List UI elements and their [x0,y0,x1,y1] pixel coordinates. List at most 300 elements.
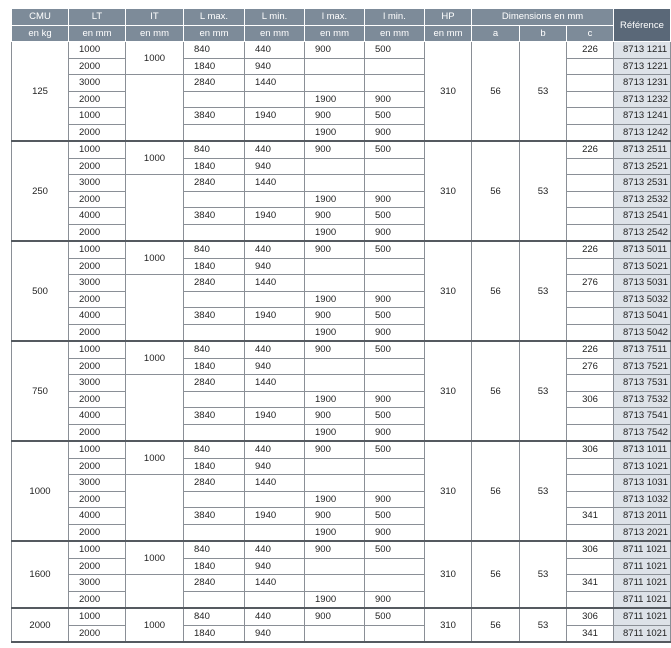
unit-lmin: en mm [245,25,305,42]
cmu-cell: 750 [12,341,69,441]
c-cell: 341 [567,575,614,592]
c-cell [567,591,614,608]
reference-cell: 8713 5021 [614,258,671,275]
it-cell: 1000 [126,608,184,642]
header-lmin: L min. [245,9,305,26]
c-cell [567,475,614,492]
imin-cell [365,625,425,642]
hp-cell: 310 [425,241,472,341]
lt-cell: 3000 [69,175,126,192]
lmax-cell: 1840 [184,358,245,375]
reference-cell: 8713 2541 [614,208,671,225]
c-cell [567,208,614,225]
lmin-cell [245,524,305,541]
reference-cell: 8713 1031 [614,475,671,492]
table-row [12,408,671,425]
imax-cell [305,58,365,75]
imin-cell [365,58,425,75]
lt-cell: 2000 [69,124,126,141]
imax-cell: 1900 [305,191,365,208]
imax-cell [305,258,365,275]
lt-cell: 1000 [69,241,126,258]
imin-cell: 900 [365,224,425,241]
lmax-cell [184,491,245,508]
table-row [12,475,671,492]
reference-cell: 8711 1021 [614,625,671,642]
it-cell: 1000 [126,541,184,575]
imax-cell: 900 [305,508,365,525]
imin-cell: 500 [365,441,425,458]
lt-cell: 4000 [69,208,126,225]
lmax-cell: 2840 [184,75,245,92]
unit-lmax: en mm [184,25,245,42]
reference-cell: 8713 2531 [614,175,671,192]
reference-cell: 8713 5042 [614,324,671,341]
lmin-cell [245,324,305,341]
a-cell: 56 [472,42,520,142]
reference-cell: 8713 7521 [614,358,671,375]
imin-cell: 500 [365,408,425,425]
imin-cell [365,475,425,492]
reference-cell: 8713 5032 [614,291,671,308]
lt-cell: 2000 [69,524,126,541]
b-cell: 53 [520,241,567,341]
table-row [12,541,671,558]
b-cell: 53 [520,541,567,608]
imin-cell [365,358,425,375]
c-cell [567,424,614,441]
c-cell [567,224,614,241]
imax-cell: 900 [305,341,365,358]
imin-cell [365,175,425,192]
lmin-cell: 1940 [245,108,305,125]
lmax-cell: 3840 [184,108,245,125]
lt-cell: 2000 [69,558,126,575]
unit-hp: en mm [425,25,472,42]
imin-cell: 500 [365,241,425,258]
table-row [12,508,671,525]
it-cell-empty [126,475,184,542]
reference-cell: 8713 7532 [614,391,671,408]
table-row [12,558,671,575]
c-cell [567,491,614,508]
units-row [12,25,671,42]
table-row [12,324,671,341]
lmax-cell: 2840 [184,375,245,392]
lt-cell: 3000 [69,475,126,492]
lmax-cell: 840 [184,141,245,158]
it-cell: 1000 [126,241,184,275]
lmin-cell [245,124,305,141]
c-cell: 306 [567,541,614,558]
reference-cell: 8711 1021 [614,575,671,592]
lt-cell: 3000 [69,75,126,92]
header-reference: Référence [614,9,671,42]
imin-cell: 500 [365,308,425,325]
reference-cell: 8713 2542 [614,224,671,241]
imax-cell: 900 [305,42,365,59]
table-row [12,224,671,241]
imax-cell: 900 [305,108,365,125]
unit-lmin-small: en mm [365,25,425,42]
lmax-cell: 840 [184,241,245,258]
header-lmin-small: l min. [365,9,425,26]
lmax-cell: 840 [184,341,245,358]
table-row [12,308,671,325]
table-row [12,75,671,92]
unit-b: b [520,25,567,42]
c-cell [567,258,614,275]
imax-cell: 900 [305,308,365,325]
lmax-cell [184,391,245,408]
imin-cell [365,275,425,292]
lmax-cell: 2840 [184,475,245,492]
reference-cell: 8713 5011 [614,241,671,258]
imax-cell: 1900 [305,291,365,308]
lmin-cell: 940 [245,625,305,642]
lmax-cell: 2840 [184,175,245,192]
table-row [12,608,671,625]
imin-cell [365,575,425,592]
header-dimensions: Dimensions en mm [472,9,614,26]
lt-cell: 1000 [69,441,126,458]
c-cell [567,91,614,108]
it-cell: 1000 [126,42,184,75]
lmax-cell: 1840 [184,158,245,175]
reference-cell: 8711 1021 [614,558,671,575]
lmin-cell: 1940 [245,208,305,225]
lmax-cell: 1840 [184,58,245,75]
imax-cell: 1900 [305,424,365,441]
table-row [12,524,671,541]
c-cell: 276 [567,275,614,292]
a-cell: 56 [472,241,520,341]
imin-cell [365,558,425,575]
c-cell [567,524,614,541]
lmin-cell: 440 [245,441,305,458]
cmu-cell: 1600 [12,541,69,608]
c-cell: 306 [567,441,614,458]
lt-cell: 2000 [69,258,126,275]
reference-cell: 8713 2511 [614,141,671,158]
c-cell: 226 [567,42,614,59]
lmin-cell: 940 [245,258,305,275]
lt-cell: 4000 [69,308,126,325]
c-cell [567,324,614,341]
header-cmu: CMU [12,9,69,26]
lmin-cell: 1440 [245,75,305,92]
table-row [12,591,671,608]
reference-cell: 8713 1021 [614,458,671,475]
table-row [12,91,671,108]
reference-cell: 8713 7531 [614,375,671,392]
lmin-cell: 1940 [245,508,305,525]
reference-cell: 8713 2521 [614,158,671,175]
table-row [12,191,671,208]
lmin-cell: 1440 [245,375,305,392]
lt-cell: 2000 [69,91,126,108]
imax-cell: 900 [305,408,365,425]
lmin-cell: 1440 [245,275,305,292]
lmax-cell: 2840 [184,275,245,292]
b-cell: 53 [520,42,567,142]
imin-cell: 900 [365,591,425,608]
table-row [12,175,671,192]
imin-cell: 900 [365,424,425,441]
lmax-cell: 840 [184,608,245,625]
lmax-cell [184,191,245,208]
c-cell [567,124,614,141]
lmin-cell: 440 [245,341,305,358]
hp-cell: 310 [425,341,472,441]
c-cell: 306 [567,391,614,408]
lt-cell: 4000 [69,408,126,425]
imin-cell: 500 [365,608,425,625]
imax-cell [305,275,365,292]
lt-cell: 1000 [69,141,126,158]
lmin-cell: 940 [245,458,305,475]
it-cell: 1000 [126,341,184,375]
imax-cell [305,475,365,492]
table-row [12,575,671,592]
reference-cell: 8713 7511 [614,341,671,358]
it-cell: 1000 [126,141,184,175]
c-cell [567,308,614,325]
b-cell: 53 [520,141,567,241]
imax-cell [305,175,365,192]
a-cell: 56 [472,441,520,541]
table-row [12,108,671,125]
reference-cell: 8713 7542 [614,424,671,441]
reference-cell: 8713 1211 [614,42,671,59]
lt-cell: 2000 [69,224,126,241]
c-cell: 341 [567,508,614,525]
unit-it: en mm [126,25,184,42]
lmax-cell: 840 [184,42,245,59]
imin-cell [365,375,425,392]
hp-cell: 310 [425,141,472,241]
hp-cell: 310 [425,608,472,642]
a-cell: 56 [472,341,520,441]
c-cell [567,191,614,208]
unit-lmax-small: en mm [305,25,365,42]
lmin-cell: 440 [245,42,305,59]
table-row [12,158,671,175]
lt-cell: 1000 [69,341,126,358]
imin-cell: 900 [365,191,425,208]
b-cell: 53 [520,341,567,441]
b-cell: 53 [520,608,567,642]
lt-cell: 4000 [69,508,126,525]
lmin-cell: 940 [245,158,305,175]
reference-cell: 8713 2532 [614,191,671,208]
c-cell: 341 [567,625,614,642]
c-cell: 226 [567,341,614,358]
reference-cell: 8713 1242 [614,124,671,141]
table-row [12,141,671,158]
reference-cell: 8713 1221 [614,58,671,75]
c-cell [567,158,614,175]
hp-cell: 310 [425,42,472,142]
lt-cell: 3000 [69,275,126,292]
lmin-cell: 440 [245,141,305,158]
lmax-cell: 2840 [184,575,245,592]
unit-c: c [567,25,614,42]
table-row [12,341,671,358]
imax-cell: 1900 [305,124,365,141]
lt-cell: 2000 [69,458,126,475]
cmu-cell: 250 [12,141,69,241]
header-lmax-small: l max. [305,9,365,26]
imax-cell: 1900 [305,491,365,508]
lt-cell: 2000 [69,358,126,375]
unit-a: a [472,25,520,42]
imin-cell [365,158,425,175]
header-it: IT [126,9,184,26]
unit-cmu: en kg [12,25,69,42]
it-cell-empty [126,275,184,342]
imin-cell: 500 [365,42,425,59]
lmin-cell [245,491,305,508]
c-cell: 226 [567,141,614,158]
it-cell-empty [126,75,184,142]
b-cell: 53 [520,441,567,541]
a-cell: 56 [472,141,520,241]
lmax-cell [184,124,245,141]
table-row [12,424,671,441]
table-row [12,391,671,408]
lmax-cell: 3840 [184,208,245,225]
it-cell: 1000 [126,441,184,475]
it-cell-empty [126,175,184,242]
lt-cell: 1000 [69,108,126,125]
imin-cell: 900 [365,324,425,341]
imax-cell: 900 [305,441,365,458]
lt-cell: 2000 [69,291,126,308]
table-row [12,458,671,475]
imax-cell [305,625,365,642]
reference-cell: 8713 2021 [614,524,671,541]
lmax-cell: 3840 [184,408,245,425]
table-row [12,208,671,225]
lmax-cell: 840 [184,441,245,458]
lmin-cell: 940 [245,358,305,375]
imax-cell [305,75,365,92]
lmin-cell: 440 [245,541,305,558]
imin-cell: 900 [365,491,425,508]
imin-cell [365,458,425,475]
c-cell [567,175,614,192]
c-cell [567,108,614,125]
imax-cell: 1900 [305,524,365,541]
hp-cell: 310 [425,441,472,541]
lmin-cell [245,424,305,441]
table-row [12,58,671,75]
lmin-cell [245,391,305,408]
imin-cell: 500 [365,541,425,558]
reference-cell: 8713 1011 [614,441,671,458]
lmax-cell [184,291,245,308]
imax-cell: 900 [305,241,365,258]
cmu-cell: 2000 [12,608,69,642]
reference-cell: 8713 5031 [614,275,671,292]
imin-cell [365,75,425,92]
imin-cell: 900 [365,91,425,108]
imin-cell: 500 [365,508,425,525]
lmax-cell [184,524,245,541]
cmu-cell: 500 [12,241,69,341]
imax-cell: 1900 [305,324,365,341]
lmax-cell: 840 [184,541,245,558]
c-cell: 306 [567,608,614,625]
table-row [12,241,671,258]
table-row [12,358,671,375]
imax-cell: 1900 [305,391,365,408]
cmu-cell: 1000 [12,441,69,541]
lmin-cell: 1440 [245,575,305,592]
specifications-table [11,8,671,643]
lmin-cell [245,191,305,208]
imax-cell [305,575,365,592]
imin-cell: 900 [365,124,425,141]
lt-cell: 2000 [69,191,126,208]
lmin-cell [245,291,305,308]
lmax-cell [184,91,245,108]
lmax-cell: 1840 [184,458,245,475]
table-row [12,275,671,292]
header-lt: LT [69,9,126,26]
lt-cell: 3000 [69,575,126,592]
imin-cell: 500 [365,141,425,158]
lt-cell: 1000 [69,42,126,59]
c-cell: 226 [567,241,614,258]
lt-cell: 3000 [69,375,126,392]
imin-cell: 500 [365,108,425,125]
imin-cell: 500 [365,341,425,358]
lt-cell: 2000 [69,491,126,508]
lmax-cell: 1840 [184,625,245,642]
reference-cell: 8713 2011 [614,508,671,525]
hp-cell: 310 [425,541,472,608]
table-row [12,42,671,59]
imax-cell [305,458,365,475]
lt-cell: 2000 [69,424,126,441]
header-hp: HP [425,9,472,26]
lmin-cell: 940 [245,58,305,75]
imin-cell [365,258,425,275]
lmin-cell [245,91,305,108]
it-cell-empty [126,375,184,442]
lmin-cell: 440 [245,608,305,625]
lt-cell: 2000 [69,625,126,642]
c-cell [567,375,614,392]
c-cell [567,75,614,92]
table-row [12,258,671,275]
lmin-cell: 440 [245,241,305,258]
reference-cell: 8711 1021 [614,608,671,625]
imin-cell: 500 [365,208,425,225]
lmax-cell: 3840 [184,508,245,525]
lmax-cell [184,324,245,341]
reference-cell: 8713 7541 [614,408,671,425]
a-cell: 56 [472,541,520,608]
lmin-cell: 940 [245,558,305,575]
lt-cell: 2000 [69,391,126,408]
table-row [12,124,671,141]
cmu-cell: 125 [12,42,69,142]
lt-cell: 1000 [69,608,126,625]
reference-cell: 8713 1231 [614,75,671,92]
